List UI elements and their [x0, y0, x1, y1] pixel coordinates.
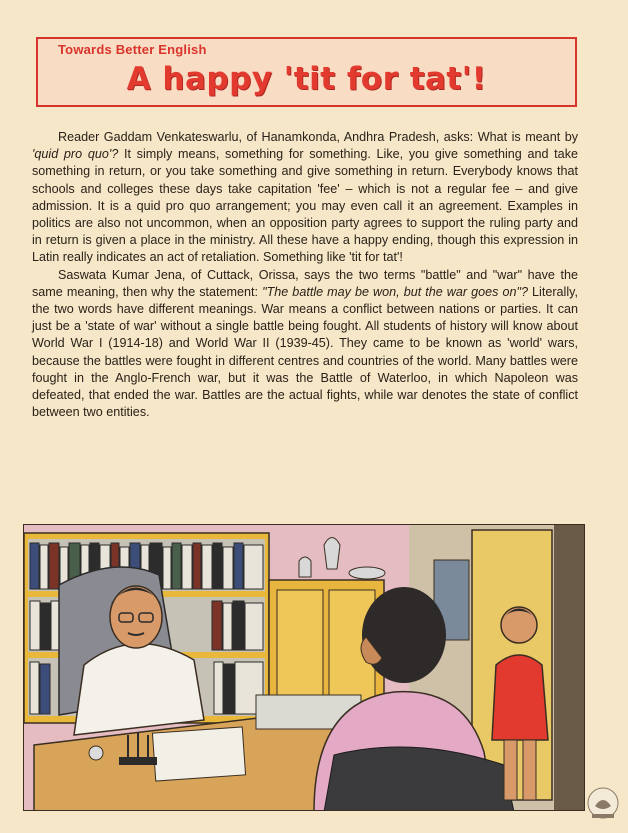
paragraph-quid-pro-quo: Reader Gaddam Venkateswarlu, of Hanamkonda, Andhra Pradesh, asks: What is meant by 'quid pro quo'? It simply means, something for something. Like, you give something and take something in return, or you take something and give something in return. Everybody knows that schools and colleges these days take capitation 'fee' – which is not a regular fee – and give admission. It is a quid pro quo arrangement; you may even call it an agreement. Examples in politics are also not uncommon, when an opposition party agrees to support the ruling party and in return is given a place in the ministry. All these have a happy ending, though this expression in Latin really indicates an act of retaliation. Something like 'tit for tat'! [32, 130, 578, 265]
series-label: Towards Better English [58, 42, 207, 57]
paragraph-battle-war: Saswata Kumar Jena, of Cuttack, Orissa, says the two terms "battle" and "war" have the same meaning, then why the statement: "The battle may be won, but the war goes on"? Literally, the two words have different meanings. War means a conflict between nations or parties. It can just be a 'state of war' without a single battle being fought. All students of history will know about World War I (1914-18) and World War II (1939-45). They came to be known as 'world' wars, because the battles were fought in different centres and countries of the world. Many battles were fought in the Anglo-French war, but it was the Battle of Waterloo, in which Napoleon was defeated, that ended the war. Battles are the actual fights, while war denotes the state of conflict between two entities. [32, 267, 578, 420]
article-title: A happy 'tit for tat'! [126, 61, 487, 97]
header-box [36, 37, 577, 107]
publisher-logo [586, 786, 620, 822]
quoted-term: 'quid pro quo'? [32, 147, 119, 162]
office-scene-illustration [23, 524, 585, 811]
article-body [32, 129, 578, 421]
quoted-statement: "The battle may be won, but the war goes on"? [262, 284, 528, 299]
